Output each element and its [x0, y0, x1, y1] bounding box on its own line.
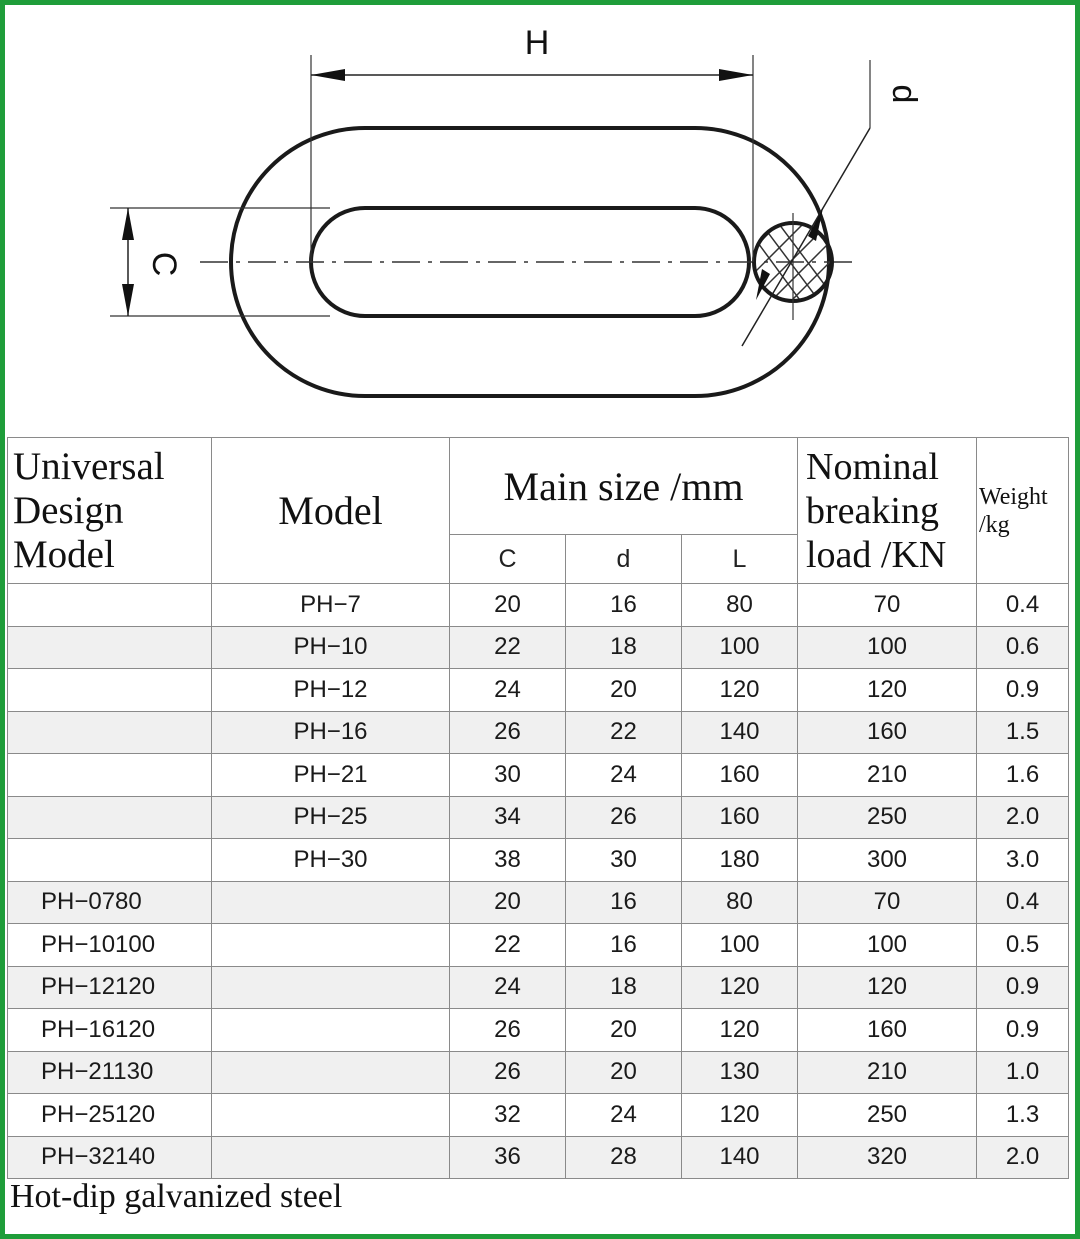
cell-model: PH−10 [212, 626, 450, 669]
cell-d: 20 [566, 669, 682, 712]
cell-model [212, 1136, 450, 1179]
table-row [8, 881, 1069, 924]
cell-d: 20 [566, 1051, 682, 1094]
table-row [8, 839, 1069, 882]
cell-udm: PH−32140 [8, 1136, 212, 1179]
header-d: d [566, 535, 682, 584]
dimension-d-label: d [885, 84, 923, 104]
header-model: Model [212, 438, 450, 584]
cell-model [212, 1051, 450, 1094]
cell-l: 140 [682, 711, 798, 754]
cell-weight: 3.0 [977, 839, 1069, 882]
cell-model [212, 966, 450, 1009]
cell-load: 160 [798, 711, 977, 754]
cell-udm [8, 584, 212, 627]
table-row [8, 1094, 1069, 1137]
cell-weight: 0.5 [977, 924, 1069, 967]
table-row [8, 1009, 1069, 1052]
cell-d: 16 [566, 584, 682, 627]
cell-l: 120 [682, 1094, 798, 1137]
cell-udm: PH−16120 [8, 1009, 212, 1052]
cell-weight: 0.9 [977, 669, 1069, 712]
cell-l: 160 [682, 754, 798, 797]
cell-c: 26 [450, 711, 566, 754]
table-row [8, 711, 1069, 754]
header-universal-design-model: Universal Design Model [8, 438, 212, 584]
cell-weight: 2.0 [977, 1136, 1069, 1179]
cell-weight: 0.9 [977, 1009, 1069, 1052]
cell-c: 24 [450, 966, 566, 1009]
cell-c: 38 [450, 839, 566, 882]
cell-weight: 0.6 [977, 626, 1069, 669]
cell-weight: 0.4 [977, 881, 1069, 924]
header-weight: Weight /kg [977, 438, 1069, 584]
table-row [8, 754, 1069, 797]
cell-d: 16 [566, 881, 682, 924]
cell-model: PH−30 [212, 839, 450, 882]
cell-c: 26 [450, 1009, 566, 1052]
cell-udm: PH−10100 [8, 924, 212, 967]
cell-load: 160 [798, 1009, 977, 1052]
cell-udm [8, 711, 212, 754]
cell-model: PH−16 [212, 711, 450, 754]
cell-l: 120 [682, 966, 798, 1009]
cell-udm: PH−21130 [8, 1051, 212, 1094]
table-row [8, 966, 1069, 1009]
cell-model [212, 881, 450, 924]
cell-c: 26 [450, 1051, 566, 1094]
cell-udm [8, 796, 212, 839]
cell-weight: 2.0 [977, 796, 1069, 839]
cell-load: 300 [798, 839, 977, 882]
cell-l: 80 [682, 584, 798, 627]
cell-load: 250 [798, 1094, 977, 1137]
cell-model [212, 924, 450, 967]
dimension-h-label: H [524, 24, 550, 62]
cell-d: 22 [566, 711, 682, 754]
cell-l: 120 [682, 1009, 798, 1052]
cell-model [212, 1009, 450, 1052]
cell-d: 18 [566, 626, 682, 669]
cell-load: 120 [798, 669, 977, 712]
cell-udm [8, 626, 212, 669]
cell-l: 80 [682, 881, 798, 924]
specification-table [7, 437, 1069, 1179]
cell-d: 24 [566, 1094, 682, 1137]
cell-model: PH−7 [212, 584, 450, 627]
cell-load: 70 [798, 881, 977, 924]
cell-udm [8, 669, 212, 712]
cell-weight: 1.0 [977, 1051, 1069, 1094]
cell-c: 36 [450, 1136, 566, 1179]
cell-model: PH−25 [212, 796, 450, 839]
cell-l: 120 [682, 669, 798, 712]
cell-c: 22 [450, 626, 566, 669]
cell-c: 30 [450, 754, 566, 797]
cell-model: PH−21 [212, 754, 450, 797]
cell-load: 120 [798, 966, 977, 1009]
cell-load: 70 [798, 584, 977, 627]
cell-model: PH−12 [212, 669, 450, 712]
cell-d: 26 [566, 796, 682, 839]
cell-udm [8, 839, 212, 882]
cell-load: 210 [798, 754, 977, 797]
table-row [8, 1136, 1069, 1179]
table-row [8, 584, 1069, 627]
cell-c: 20 [450, 881, 566, 924]
cell-udm: PH−12120 [8, 966, 212, 1009]
dimension-c-label: C [145, 251, 183, 277]
cell-load: 100 [798, 626, 977, 669]
table-row [8, 669, 1069, 712]
cell-weight: 0.4 [977, 584, 1069, 627]
cell-model [212, 1094, 450, 1137]
table-row [8, 796, 1069, 839]
table-row [8, 626, 1069, 669]
cell-d: 28 [566, 1136, 682, 1179]
cell-weight: 1.6 [977, 754, 1069, 797]
cell-udm [8, 754, 212, 797]
material-note: Hot-dip galvanized steel [10, 1178, 343, 1215]
cell-l: 180 [682, 839, 798, 882]
cell-load: 210 [798, 1051, 977, 1094]
cell-d: 30 [566, 839, 682, 882]
cell-c: 22 [450, 924, 566, 967]
cell-weight: 1.5 [977, 711, 1069, 754]
table-row [8, 924, 1069, 967]
cell-weight: 1.3 [977, 1094, 1069, 1137]
cell-c: 20 [450, 584, 566, 627]
cell-d: 20 [566, 1009, 682, 1052]
header-nominal-breaking-load: Nominal breaking load /KN [798, 438, 977, 584]
header-c: C [450, 535, 566, 584]
table-row [8, 1051, 1069, 1094]
cell-d: 18 [566, 966, 682, 1009]
cell-l: 130 [682, 1051, 798, 1094]
cell-c: 32 [450, 1094, 566, 1137]
header-l: L [682, 535, 798, 584]
cell-weight: 0.9 [977, 966, 1069, 1009]
cell-load: 100 [798, 924, 977, 967]
cell-d: 24 [566, 754, 682, 797]
cell-c: 24 [450, 669, 566, 712]
cell-l: 100 [682, 924, 798, 967]
cell-d: 16 [566, 924, 682, 967]
cell-load: 250 [798, 796, 977, 839]
cell-c: 34 [450, 796, 566, 839]
cell-udm: PH−0780 [8, 881, 212, 924]
cell-l: 140 [682, 1136, 798, 1179]
cell-udm: PH−25120 [8, 1094, 212, 1137]
cell-load: 320 [798, 1136, 977, 1179]
cell-l: 100 [682, 626, 798, 669]
cell-l: 160 [682, 796, 798, 839]
header-main-size: Main size /mm [450, 438, 798, 535]
chain-link-drawing [0, 0, 1080, 430]
